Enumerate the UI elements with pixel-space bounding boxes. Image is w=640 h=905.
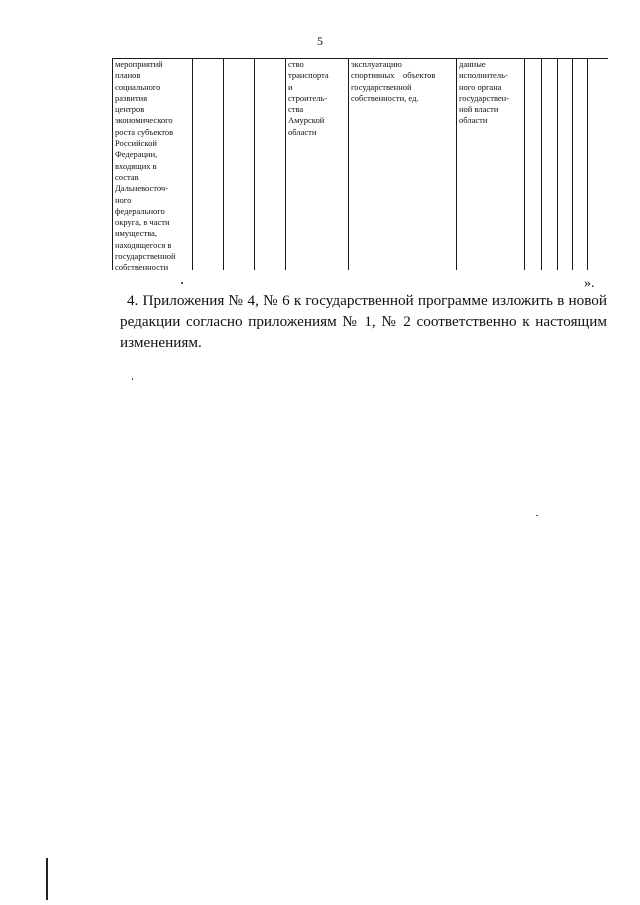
empty-cell (255, 59, 286, 271)
event-line: социального (115, 81, 161, 92)
scan-speck (132, 378, 133, 380)
source-line: ной власти (459, 104, 499, 115)
indicator-line: спортивных объектов (351, 70, 436, 81)
event-line: мероприятий (115, 59, 163, 69)
empty-cell (573, 59, 588, 271)
ministry-line: ство (288, 59, 304, 69)
event-line: Дальневосточ- (115, 183, 169, 194)
ministry-line: строитель- (288, 92, 328, 103)
data-source-cell (457, 59, 525, 271)
empty-cell (542, 59, 558, 271)
event-line: округа, в части (115, 217, 170, 228)
indicator-cell (349, 59, 457, 271)
paragraph-line: редакции согласно приложениям № 1, № 2 соответственно к настоящим (120, 313, 607, 330)
indicator-line: эксплуатацию (351, 59, 402, 69)
ministry-line: Амурской (288, 115, 325, 126)
event-line: планов (115, 70, 141, 81)
event-line: Российской (115, 138, 157, 149)
source-line: области (459, 115, 488, 126)
ministry-line: и (288, 81, 293, 92)
event-line: входящих в (115, 160, 157, 171)
amendment-paragraph (120, 290, 607, 353)
scan-speck (181, 282, 183, 284)
event-line: федерального (115, 205, 165, 216)
event-line: экономического (115, 115, 173, 126)
ministry-cell (286, 59, 349, 271)
event-line: центров (115, 104, 145, 115)
empty-cell (193, 59, 224, 271)
scan-margin-mark (46, 858, 48, 900)
table-row (113, 59, 609, 271)
indicator-line: государственной (351, 81, 412, 92)
continuation-table-wrapper (112, 58, 608, 270)
event-line: государственной (115, 251, 176, 262)
continuation-table (112, 58, 608, 270)
empty-cell (588, 59, 609, 271)
event-line: развития (115, 92, 148, 103)
closing-quote: ». (584, 276, 595, 291)
event-name-cell (113, 59, 193, 271)
event-line: роста субъектов (115, 126, 174, 137)
empty-cell (224, 59, 255, 271)
page-number: 5 (317, 34, 323, 48)
event-line: имущества, (115, 228, 157, 239)
event-line: состав (115, 171, 139, 182)
event-line: находящегося в (115, 239, 172, 250)
empty-cell (558, 59, 573, 271)
scan-speck (536, 515, 538, 516)
paragraph-line: 4. Приложения № 4, № 6 к государственной программе изложить в новой (127, 292, 607, 309)
empty-cell (525, 59, 542, 271)
source-line: государствен- (459, 92, 510, 103)
event-line: Федерации, (115, 149, 158, 160)
source-line: исполнитель- (459, 70, 508, 81)
paragraph-line: изменениям. (120, 334, 202, 351)
event-line: ного (115, 194, 132, 205)
source-line: ного органа (459, 81, 502, 92)
event-line: собственности (115, 262, 169, 270)
indicator-line: собственности, ед. (351, 92, 419, 103)
ministry-line: транспорта (288, 70, 329, 81)
source-line: данные (459, 59, 486, 69)
ministry-line: области (288, 126, 317, 137)
ministry-line: ства (288, 104, 304, 115)
